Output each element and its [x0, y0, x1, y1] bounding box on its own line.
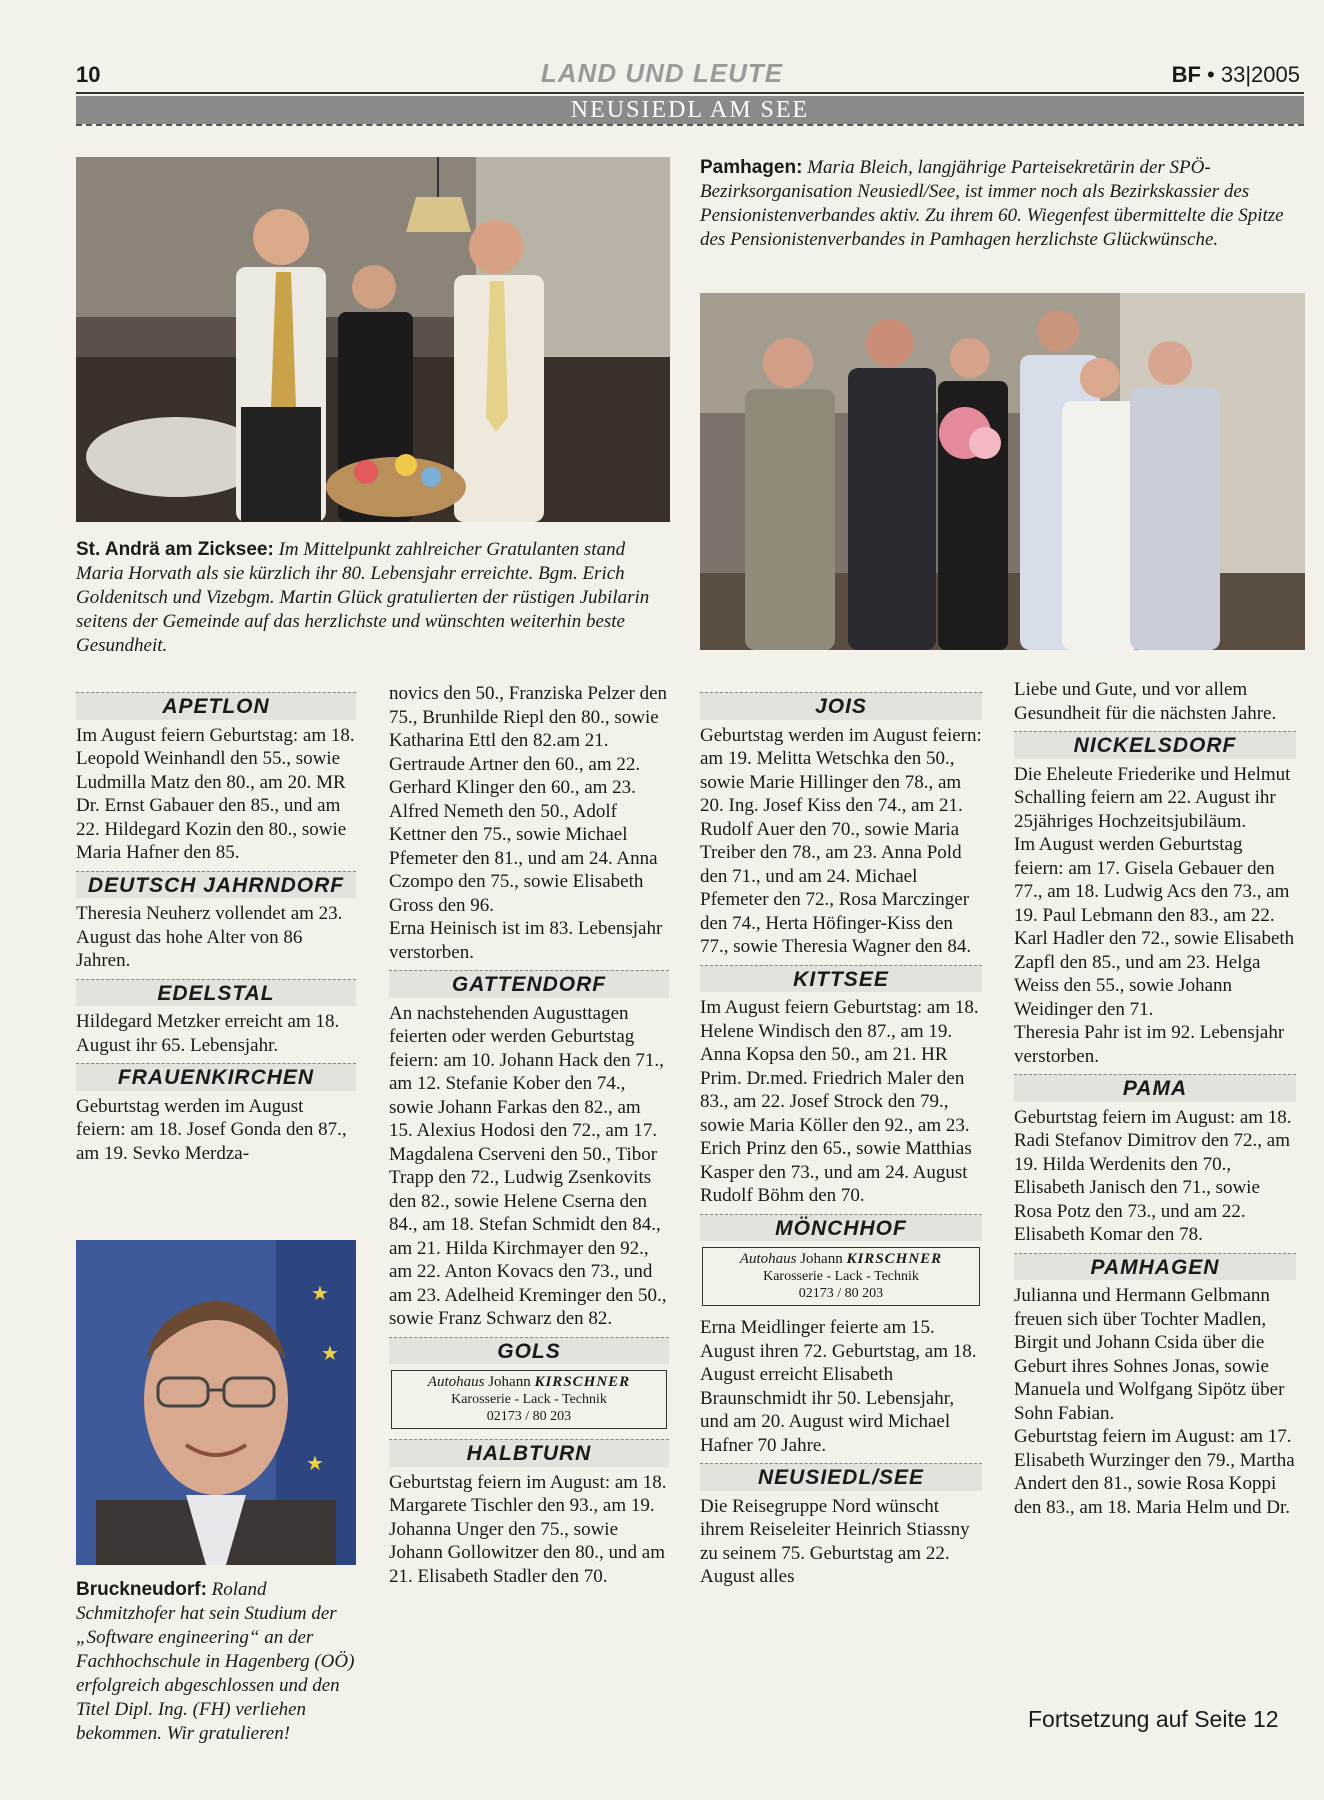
- caption-bruckneudorf: [76, 1578, 358, 1746]
- text-deutsch-jahrndorf: Theresia Neuherz vollendet am 23. August das hohe Alter von 86 Jahren.: [76, 903, 343, 971]
- caption-standrae-place: St. Andrä am Zicksee:: [76, 539, 274, 560]
- heading-gols: GOLS: [389, 1337, 669, 1365]
- ad-phone-2: 02173 / 80 203: [798, 1286, 884, 1301]
- text-nickelsdorf-birthdays: Im August werden Geburtstag feiern: am 17. Gisela Gebauer den 77., am 18. Ludwig Acs den 73., am 19. Paul Lebmann den 83., am 22. Karl Hadler den 72., sowie Elisabeth Zapfl den 85., und am 23. Helga Weiss den 55., sowie Johann Weidinger den 71.: [1014, 834, 1295, 1020]
- ad-services-2: Karosserie - Lack - Technik: [763, 1269, 919, 1284]
- ad-firm-2: [703, 1251, 979, 1268]
- text-apetlon: Im August feiern Geburtstag: am 18. Leopold Weinhandl den 55., sowie Ludmilla Matz den 80., am 20. MR Dr. Ernst Gabauer den 85., und am 22. Hildegard Kozin den 80., sowie Maria Hafner den 85.: [76, 724, 355, 863]
- column-1: [76, 686, 356, 1165]
- heading-jois: JOIS: [700, 692, 982, 720]
- text-gattendorf: An nachstehenden Augusttagen feierten oder werden Geburtstag feiern: am 10. Johann Hack den 71., am 12. Stefanie Kober den 74., sowie Johann Farkas den 82., am 15. Alexius Hodosi den 72., am 17. Magdalena Cserveni den 50., Tibor Trapp den 72., Ludwig Zsenkovits den 82., sowie Helene Cserna den 84., am 18. Stefan Schmidt den 84., am 21. Hilda Kirchmayer den 92., am 22. Anton Kovacs den 73., und am 23. Adelheid Kreminger den 50., sowie Franz Schwarz den 82.: [389, 1002, 667, 1329]
- issue-info: [1172, 62, 1300, 88]
- heading-kittsee: KITTSEE: [700, 965, 982, 993]
- ad-services: Karosserie - Lack - Technik: [451, 1392, 607, 1407]
- ad-kirschner-gols: [391, 1370, 667, 1429]
- ad-phone: 02173 / 80 203: [486, 1409, 572, 1424]
- header-rule: [76, 92, 1304, 94]
- header-dashed-rule: [76, 124, 1304, 126]
- text-neusiedl-see: Die Reisegruppe Nord wünscht ihrem Reiseleiter Heinrich Stiassny zu seinem 75. Geburtstag am 22. August alles: [700, 1495, 970, 1587]
- text-nickelsdorf: Die Eheleute Friederike und Helmut Schalling feiern am 22. August ihr 25jähriges Hochzeitsjubiläum.: [1014, 763, 1291, 832]
- column-2: [389, 682, 669, 1588]
- caption-pamhagen: [700, 156, 1308, 252]
- caption-bruckneudorf-text: Roland Schmitzhofer hat sein Studium der „Software engineering“ an der Fachhochschule in Hagenberg (OÖ) erfolgreich abgeschlossen und den Titel Dipl. Ing. (FH) verliehen bekommen. Wir gratulieren!: [76, 1579, 355, 1744]
- ad-firm-last-2: KIRSCHNER: [846, 1251, 943, 1267]
- svg-text:★: ★: [321, 1341, 339, 1365]
- heading-deutsch-jahrndorf: DEUTSCH JAHRNDORF: [76, 871, 356, 899]
- ad-firm-prefix: Autohaus: [427, 1374, 485, 1390]
- text-pamhagen-birthdays: Geburtstag feiern im August: am 17. Elisabeth Wurzinger den 79., Martha Andert den 81., sowie Rosa Koppi den 83., am 18. Maria Helm und Dr.: [1014, 1426, 1295, 1518]
- caption-standrae-text: Im Mittelpunkt zahlreicher Gratulanten stand Maria Horvath als sie kürzlich ihr 80. Lebensjahr erreichte. Bgm. Erich Goldenitsch und Vizebgm. Martin Glück gratulierten der rüstigen Jubilarin seitens der Gemeinde auf das herzlichste und wünschten weiterhin beste Gesundheit.: [76, 539, 650, 656]
- caption-pamhagen-text: Maria Bleich, langjährige Parteisekretärin der SPÖ-Bezirksorganisation Neusiedl/See, ist immer noch als Bezirkskassier des Pensionistenverbandes aktiv. Zu ihrem 60. Wiegenfest übermittelte die Spitze des Pensionistenverbandes in Pamhagen herzlichste Glückwünsche.: [700, 157, 1284, 250]
- text-neusiedl-continued: Liebe und Gute, und vor allem Gesundheit für die nächsten Jahre.: [1014, 679, 1277, 724]
- heading-frauenkirchen: FRAUENKIRCHEN: [76, 1063, 356, 1091]
- heading-halbturn: HALBTURN: [389, 1439, 669, 1467]
- ad-firm-first: Johann: [488, 1374, 531, 1390]
- heading-nickelsdorf: NICKELSDORF: [1014, 731, 1296, 759]
- svg-text:★: ★: [306, 1451, 324, 1475]
- page-number: 10: [76, 62, 101, 87]
- photo-standrae-illustration: [76, 157, 670, 522]
- column-3: [700, 686, 982, 1589]
- ad-firm-prefix-2: Autohaus: [739, 1251, 797, 1267]
- photo-bruckneudorf-illustration: [76, 1240, 356, 1565]
- photo-pamhagen-illustration: [700, 293, 1305, 650]
- section-title: LAND UND LEUTE: [540, 58, 784, 88]
- text-halbturn: Geburtstag feiern im August: am 18. Margarete Tischler den 93., am 19. Johanna Unger den 75., sowie Johann Gollowitzer den 80., und am 21. Elisabeth Stadler den 70.: [389, 1471, 667, 1587]
- ad-kirschner-moenchhof: [702, 1247, 980, 1306]
- text-edelstal: Hildegard Metzker erreicht am 18. August ihr 65. Lebensjahr.: [76, 1011, 340, 1056]
- text-frauenkirchen-deceased: Erna Heinisch ist im 83. Lebensjahr verstorben.: [389, 918, 663, 963]
- region-band: NEUSIEDL AM SEE: [76, 96, 1304, 124]
- column-4: [1014, 678, 1296, 1519]
- ad-firm-last: KIRSCHNER: [534, 1374, 631, 1390]
- caption-standrae: [76, 538, 670, 658]
- text-nickelsdorf-deceased: Theresia Pahr ist im 92. Lebensjahr verstorben.: [1014, 1022, 1285, 1067]
- ad-firm: [392, 1374, 666, 1391]
- text-pama: Geburtstag feiern im August: am 18. Radi Stefanov Dimitrov den 72., am 19. Hilda Werdenits den 70., Elisabeth Janisch den 71., sowie Rosa Potz den 73., und am 22. Elisabeth Komar den 78.: [1014, 1106, 1292, 1245]
- caption-bruckneudorf-place: Bruckneudorf:: [76, 1579, 207, 1600]
- photo-standrae: [76, 157, 670, 522]
- ad-firm-first-2: Johann: [800, 1251, 843, 1267]
- heading-moenchhof: MÖNCHHOF: [700, 1214, 982, 1242]
- text-kittsee: Im August feiern Geburtstag: am 18. Helene Windisch den 87., am 19. Anna Kopsa den 50., am 21. HR Prim. Dr.med. Friedrich Maler den 83., am 22. Josef Strock den 79., sowie Maria Köller den 92., am 23. Erich Prinz den 65., sowie Matthias Kasper den 73., und am 24. August Rudolf Böhm den 70.: [700, 997, 979, 1206]
- photo-bruckneudorf: [76, 1240, 356, 1565]
- issue-number: 33|2005: [1220, 62, 1300, 87]
- heading-apetlon: APETLON: [76, 692, 356, 720]
- heading-edelstal: EDELSTAL: [76, 979, 356, 1007]
- issue-separator: •: [1207, 62, 1215, 87]
- continued-on-page: Fortsetzung auf Seite 12: [1028, 1706, 1279, 1732]
- heading-gattendorf: GATTENDORF: [389, 970, 669, 998]
- heading-neusiedl-see: NEUSIEDL/SEE: [700, 1463, 982, 1491]
- text-frauenkirchen: Geburtstag werden im August feiern: am 18. Josef Gonda den 87., am 19. Sevko Merdza-: [76, 1095, 347, 1164]
- text-jois: Geburtstag werden im August feiern: am 19. Melitta Wetschka den 50., sowie Marie Hillinger den 78., am 20. Ing. Josef Kiss den 74., am 21. Rudolf Auer den 70., sowie Maria Treiber den 78., am 23. Anna Pold den 71., und am 24. Michael Pfemeter den 72., Rosa Marczinger den 74., Herta Höfinger-Kiss den 77., sowie Theresia Wagner den 84.: [700, 724, 982, 957]
- photo-pamhagen: [700, 293, 1305, 650]
- text-moenchhof: Erna Meidlinger feierte am 15. August ihren 72. Geburtstag, am 18. August erreicht Elisabeth Braunschmidt ihr 50. Lebensjahr, und am 20. August wird Michael Hafner 70 Jahre.: [700, 1317, 977, 1456]
- caption-pamhagen-place: Pamhagen:: [700, 157, 803, 178]
- heading-pamhagen: PAMHAGEN: [1014, 1253, 1296, 1281]
- text-pamhagen: Julianna und Hermann Gelbmann freuen sich über Tochter Madlen, Birgit und Johann Csida über die Geburt ihres Sohnes Jonas, sowie Manuela und Wolfgang Sipötz über Sohn Fabian.: [1014, 1285, 1285, 1424]
- issue-brand: BF: [1171, 62, 1201, 87]
- text-frauenkirchen-continued: novics den 50., Franziska Pelzer den 75., Brunhilde Riepl den 80., sowie Katharina Ettl den 82.am 21. Gertraude Artner den 60., am 22. Gerhard Klinger den 60., am 23. Alfred Nemeth den 50., Adolf Kettner den 75., sowie Michael Pfemeter den 81., und am 24. Anna Czompo den 75., sowie Elisabeth Gross den 96.: [389, 683, 668, 916]
- heading-pama: PAMA: [1014, 1074, 1296, 1102]
- svg-text:★: ★: [311, 1281, 329, 1305]
